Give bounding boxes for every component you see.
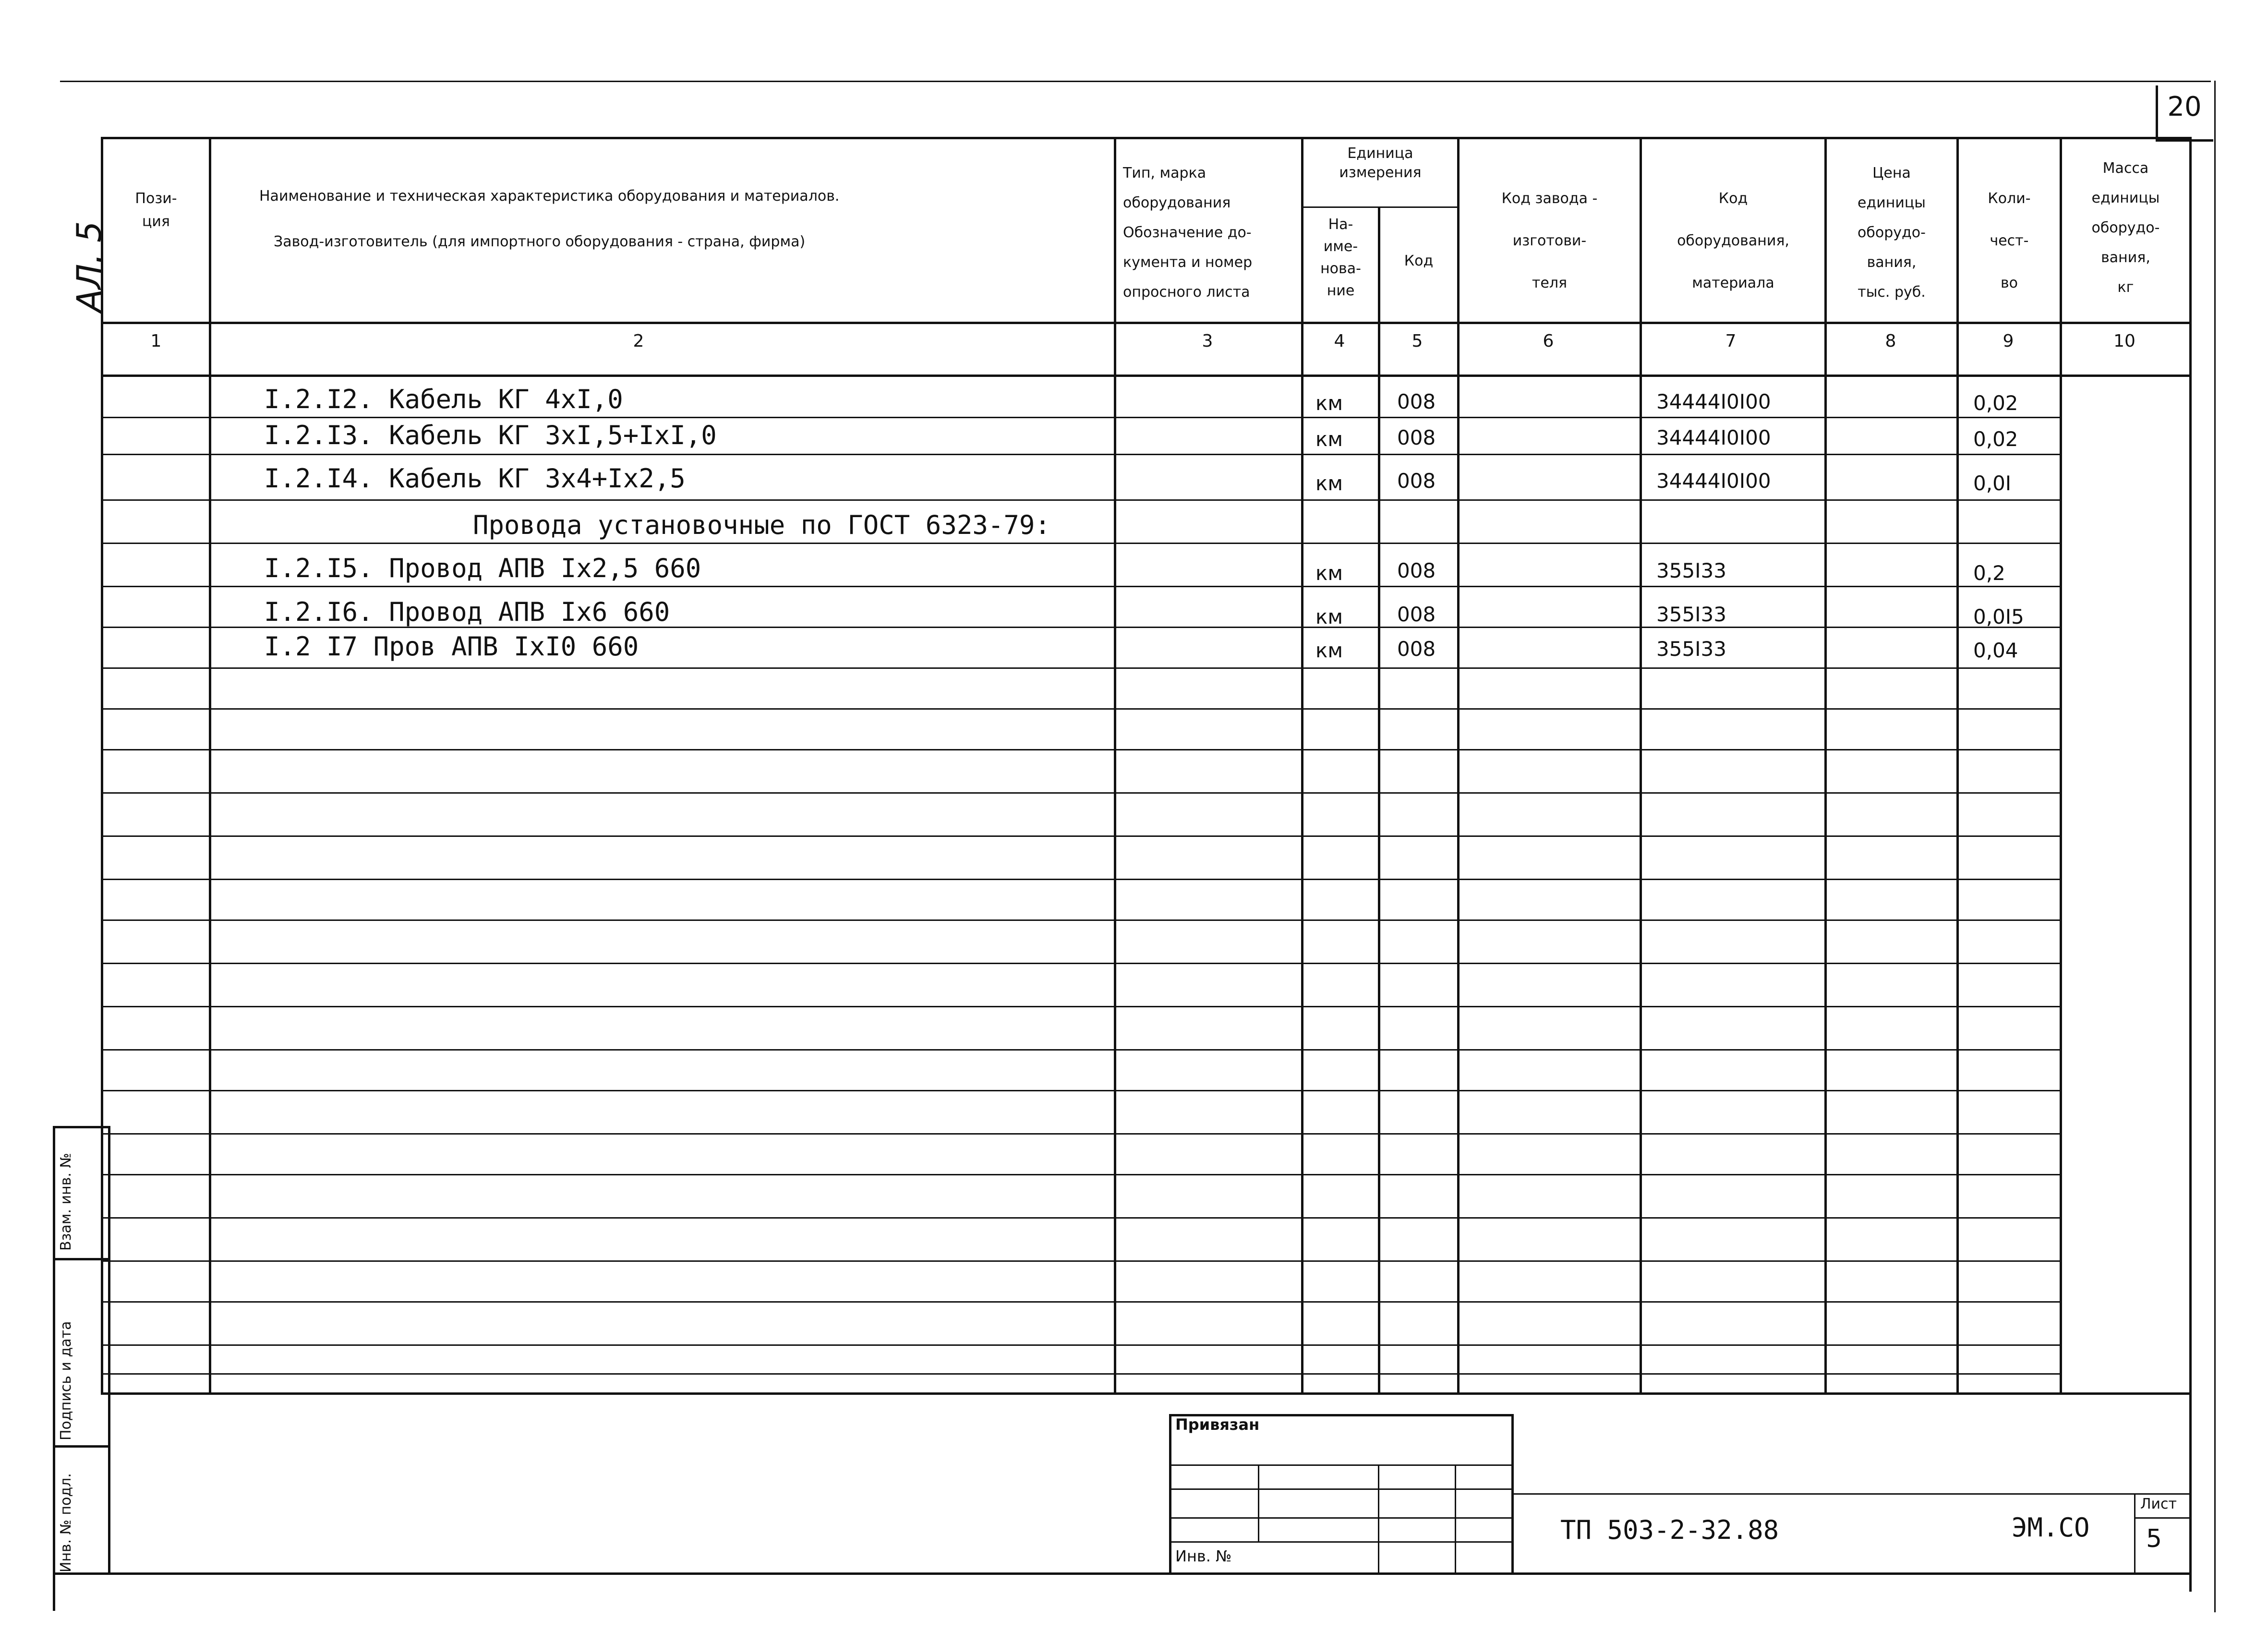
- column-number: 3: [1202, 331, 1213, 351]
- stamp-col-3: [1455, 1464, 1456, 1572]
- header-maker-code: Код завода - изготови- теля: [1501, 190, 1598, 291]
- table-row-line: [103, 708, 2060, 710]
- code-area-top: [1511, 1493, 2135, 1495]
- header-position: Пози- ция: [135, 190, 177, 230]
- table-row-line: [103, 1260, 2060, 1262]
- stamp-row-1: [1169, 1464, 1512, 1466]
- side-stamp-div-1: [53, 1126, 108, 1128]
- frame-right: [2189, 137, 2192, 1592]
- top-border: [60, 81, 2211, 82]
- column-number: 10: [2113, 331, 2135, 351]
- table-row-line: [103, 454, 2060, 455]
- frame-left: [101, 137, 103, 1395]
- colnum-bottom: [101, 375, 2189, 377]
- page-number-box-left: [2156, 85, 2158, 141]
- row-code: 008: [1397, 469, 1436, 493]
- col-line-10: [2060, 137, 2062, 1395]
- side-stamp-right: [108, 1126, 110, 1575]
- table-row-line: [103, 1344, 2060, 1346]
- column-number: 9: [2003, 331, 2014, 351]
- table-row-line: [103, 499, 2060, 501]
- header-name-line1: Наименование и техническая характеристика оборудования и материалов.: [259, 188, 840, 205]
- side-stamp-div-3: [53, 1445, 108, 1448]
- stamp-row-2: [1169, 1488, 1512, 1490]
- column-number: 1: [150, 331, 162, 351]
- table-row-line: [103, 1174, 2060, 1175]
- row-name: I.2.I2. Кабель КГ 4хI,0: [264, 384, 623, 414]
- table-row-line: [103, 879, 2060, 880]
- row-quantity: 0,02: [1973, 391, 2018, 415]
- col-line-8: [1824, 137, 1827, 1395]
- row-name: I.2.I4. Кабель КГ 3х4+Iх2,5: [264, 463, 686, 494]
- stamp-row-3: [1169, 1517, 1512, 1519]
- table-row-line: [103, 1217, 2060, 1219]
- table-row-line: [103, 792, 2060, 794]
- table-row-line: [103, 667, 2060, 669]
- header-type: Тип, марка оборудования Обозначение до- кумента и номер опросного листа: [1123, 165, 1253, 301]
- row-code: 008: [1397, 603, 1436, 626]
- header-mass: Масса единицы оборудо- вания, кг: [2091, 160, 2160, 296]
- header-unit-group: Единица измерения: [1339, 145, 1422, 181]
- page-number-box-bottom: [2156, 139, 2213, 142]
- column-number: 2: [633, 331, 644, 351]
- row-unit: км: [1315, 427, 1343, 451]
- row-material-code: 34444I0I00: [1656, 469, 1771, 493]
- side-stamp-inv-orig: Инв. № подл.: [58, 1473, 74, 1572]
- column-number: 5: [1411, 331, 1423, 351]
- stamp-col-2: [1378, 1464, 1379, 1572]
- stamp-col-1: [1258, 1464, 1259, 1541]
- document-code: ТП 503-2-32.88: [1560, 1515, 1779, 1545]
- col-line-4: [1301, 137, 1303, 1395]
- margin-note: АЛ. 5: [70, 221, 109, 312]
- table-row-line: [103, 1006, 2060, 1007]
- sheet-label: Лист: [2140, 1496, 2177, 1512]
- frame-bottom: [53, 1572, 2192, 1575]
- row-quantity: 0,2: [1973, 561, 2005, 585]
- table-row-line: [103, 1373, 2060, 1375]
- row-unit: км: [1315, 561, 1343, 585]
- table-row-line: [103, 963, 2060, 964]
- row-unit: км: [1315, 391, 1343, 415]
- column-number: 8: [1885, 331, 1896, 351]
- document-mark: ЭМ.СО: [2012, 1512, 2090, 1543]
- row-material-code: 355I33: [1656, 603, 1726, 626]
- page-number: 20: [2167, 91, 2202, 122]
- row-code: 008: [1397, 426, 1436, 449]
- table-row-line: [103, 543, 2060, 544]
- row-unit: км: [1315, 471, 1343, 495]
- section-heading: Провода установочные по ГОСТ 6323-79:: [473, 510, 1050, 540]
- sheet-box-mid: [2134, 1517, 2189, 1519]
- row-name: I.2.I5. Провод АПВ Iх2,5 660: [264, 553, 701, 583]
- row-quantity: 0,04: [1973, 639, 2018, 662]
- header-material-code: Код оборудования, материала: [1677, 190, 1789, 291]
- frame-left-outer: [53, 1126, 55, 1611]
- header-bottom: [101, 322, 2189, 324]
- row-material-code: 355I33: [1656, 559, 1726, 582]
- column-number: 7: [1725, 331, 1737, 351]
- table-row-line: [103, 1133, 2060, 1135]
- row-name: I.2 I7 Пров АПВ IхI0 660: [264, 631, 639, 662]
- row-material-code: 355I33: [1656, 637, 1726, 661]
- header-unit-code: Код: [1404, 253, 1434, 269]
- stamp-inv-label: Инв. №: [1175, 1547, 1232, 1565]
- row-quantity: 0,02: [1973, 427, 2018, 451]
- table-bottom: [101, 1392, 2189, 1395]
- row-unit: км: [1315, 639, 1343, 662]
- side-stamp-replace-inv: Взам. инв. №: [58, 1153, 74, 1251]
- table-row-line: [103, 919, 2060, 921]
- stamp-attached-label: Привязан: [1175, 1415, 1260, 1434]
- side-stamp-sign-date: Подпись и дата: [58, 1321, 74, 1440]
- header-quantity: Коли- чест- во: [1988, 190, 2031, 291]
- row-code: 008: [1397, 559, 1436, 582]
- sheet-number: 5: [2146, 1524, 2162, 1553]
- unit-group-divider: [1301, 206, 1457, 208]
- row-name: I.2.I6. Провод АПВ Iх6 660: [264, 597, 670, 627]
- col-line-9: [1956, 137, 1959, 1395]
- table-row-line: [103, 1301, 2060, 1303]
- row-code: 008: [1397, 390, 1436, 413]
- row-unit: км: [1315, 605, 1343, 629]
- outer-right: [2214, 81, 2216, 1612]
- table-top: [101, 137, 2189, 139]
- col-line-6: [1457, 137, 1460, 1395]
- col-line-5: [1378, 206, 1380, 1395]
- col-line-2: [209, 137, 211, 1395]
- stamp-row-4: [1169, 1541, 1512, 1543]
- header-name-line2: Завод-изготовитель (для импортного оборудования - страна, фирма): [274, 233, 806, 250]
- table-row-line: [103, 586, 2060, 587]
- header-unit-name: На- име- нова- ние: [1320, 216, 1361, 299]
- header-price: Цена единицы оборудо- вания, тыс. руб.: [1858, 165, 1926, 301]
- side-stamp-div-2: [53, 1258, 108, 1260]
- col-line-7: [1640, 137, 1642, 1395]
- sheet-box-left: [2134, 1493, 2135, 1572]
- row-name: I.2.I3. Кабель КГ 3хI,5+IхI,0: [264, 420, 717, 450]
- row-material-code: 34444I0I00: [1656, 426, 1771, 449]
- row-code: 008: [1397, 637, 1436, 661]
- column-number: 4: [1334, 331, 1345, 351]
- table-row-line: [103, 1090, 2060, 1091]
- col-line-3: [1114, 137, 1116, 1395]
- table-row-line: [103, 835, 2060, 837]
- table-row-line: [103, 749, 2060, 750]
- sheet-box-top: [2134, 1493, 2189, 1495]
- column-number: 6: [1543, 331, 1554, 351]
- row-quantity: 0,0I5: [1973, 605, 2024, 629]
- row-material-code: 34444I0I00: [1656, 390, 1771, 413]
- table-row-line: [103, 1049, 2060, 1051]
- stamp-left: [1169, 1414, 1171, 1575]
- row-quantity: 0,0I: [1973, 471, 2012, 495]
